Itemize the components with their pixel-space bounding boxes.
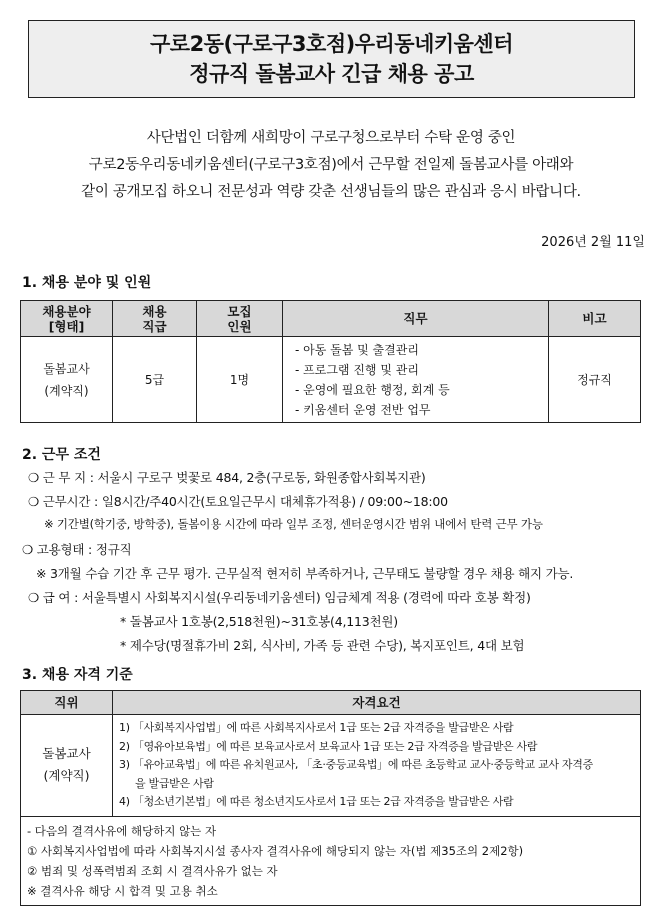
qualification-table [20,690,641,906]
condition-employment-type: ❍ 고용형태 : 정규직 [22,542,132,557]
table-header-row [21,691,641,715]
condition-probation-note: ※ 3개월 수습 기간 후 근무 평가. 근무실적 현저히 부족하거나, 근무태도 불량할 경우 채용 해지 가능. [36,566,574,581]
cell-requirements [113,715,641,817]
condition-hours-note: ※ 기간별(학기중, 방학중), 돌봄이용 시간에 따라 일부 조정, 센터운영시간 범위 내에서 탄력 근무 가능 [44,517,543,531]
header-remark: 비고 [549,301,641,337]
cell-remark: 정규직 [549,337,641,423]
title-box [28,20,635,98]
condition-salary-step: * 돌봄교사 1호봉(2,518천원)~31호봉(4,113천원) [120,614,398,629]
cell-duties [283,337,549,423]
intro-line-2: 구로2동우리동네키움센터(구로구3호점)에서 근무할 전일제 돌봄교사를 아래와 [88,157,574,173]
title-line-2: 정규직 돌봄교사 긴급 채용 공고 [189,62,474,86]
disqualification-item: ① 사회복지사업법에 따라 사회복지시설 종사자 결격사유에 해당되지 않는 자(법 제35조의 2제2항) [27,843,524,858]
condition-salary: ❍ 급 여 : 서울특별시 사회복지시설(우리동네키움센터) 임금체계 적용 (경력에 따라 호봉 확정) [28,590,531,605]
requirement-item: 2) 「영유아보육법」에 따른 보육교사로서 보육교사 1급 또는 2급 자격증을 발급받은 사람 [119,739,538,753]
header-requirements: 자격요건 [113,691,641,715]
table-row [21,337,641,423]
announcement-date: 2026년 2월 11일 [541,235,645,250]
cell-field: 돌봄교사 (계약직) [21,337,113,423]
cell-position: 돌봄교사 (계약직) [21,715,113,817]
header-grade: 채용 직급 [113,301,197,337]
duty-item: - 아동 돌봄 및 출결관리 [295,342,419,357]
header-position: 직위 [21,691,113,715]
intro-paragraph [14,125,648,206]
table-header-row [21,301,641,337]
title-line-1: 구로2동(구로구3호점)우리동네키움센터 [150,32,513,56]
cell-disqualification [21,816,641,905]
intro-line-3: 같이 공개모집 하오니 전문성과 역량 갖춘 선생님들의 많은 관심과 응시 바랍니다. [81,184,581,200]
requirement-item: 4) 「청소년기본법」에 따른 청소년지도사로서 1급 또는 2급 자격증을 발급받은 사람 [119,795,514,808]
duty-item: - 운영에 필요한 행정, 회계 등 [295,382,450,397]
header-duty: 직무 [283,301,549,337]
duty-item: - 프로그램 진행 및 관리 [295,362,419,377]
section-3-title: 3. 채용 자격 기준 [22,667,133,683]
duty-item: - 키움센터 운영 전반 업무 [295,402,431,417]
intro-line-1: 사단법인 더함께 새희망이 구로구청으로부터 수탁 운영 중인 [146,130,516,146]
condition-hours: ❍ 근무시간 : 일8시간/주40시간(토요일근무시 대체휴가적용) / 09:00~18:00 [28,494,448,509]
disqualification-note: ※ 결격사유 해당 시 합격 및 고용 취소 [27,883,218,898]
header-field: 채용분야 [형태] [21,301,113,337]
disqualification-item: ② 범죄 및 성폭력범죄 조회 시 결격사유가 없는 자 [27,863,278,878]
cell-count: 1명 [197,337,283,423]
table-row [21,816,641,905]
requirement-item: 3) 「유아교육법」에 따른 유치원교사, 「초·중등교육법」에 따른 초등학교 교사·중등학교 교사 자격증 [119,758,593,771]
disqualification-intro: - 다음의 결격사유에 해당하지 않는 자 [27,823,217,838]
condition-allowances: * 제수당(명절휴가비 2회, 식사비, 가족 등 관련 수당), 복지포인트, 4대 보험 [120,638,525,653]
cell-grade: 5급 [113,337,197,423]
table-row [21,715,641,817]
requirement-item: 1) 「사회복지사업법」에 따른 사회복지사로서 1급 또는 2급 자격증을 발급받은 사람 [119,721,514,734]
section-2-title: 2. 근무 조건 [22,447,101,463]
requirement-item-continued: 을 발급받은 사람 [135,776,214,790]
header-count: 모집 인원 [197,301,283,337]
condition-location: ❍ 근 무 지 : 서울시 구로구 벚꽃로 484, 2층(구로동, 화원종합사회복지관) [28,470,426,485]
section-1-title: 1. 채용 분야 및 인원 [22,275,152,291]
recruitment-table [20,300,641,423]
